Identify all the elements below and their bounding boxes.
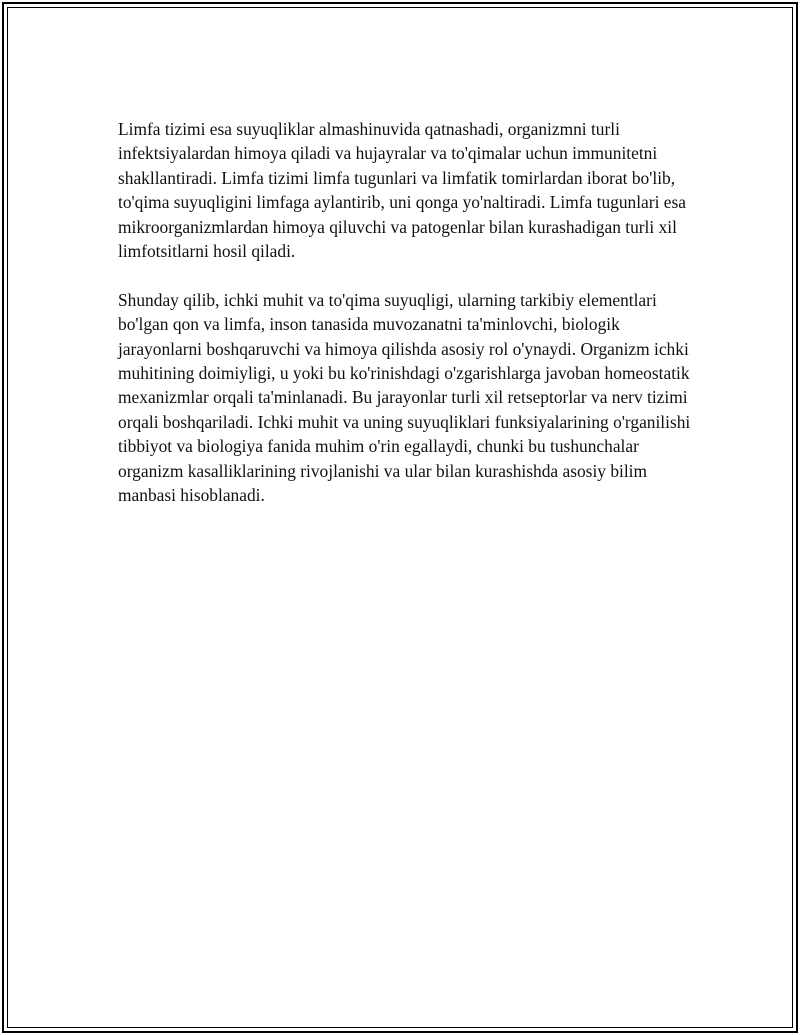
paragraph-lymph-system: Limfa tizimi esa suyuqliklar almashinuvida qatnashadi, organizmni turli infektsiyalardan himoya qiladi va hujayralar va to'qimalar uchun immunitetni shakllantiradi. Limfa tizimi limfa tugunlari va limfatik tomirlardan iborat bo'lib, to'qima suyuqligini limfaga aylantirib, uni qonga yo'naltiradi. Limfa tugunlari esa mikroorganizmlardan himoya qiluvchi va patogenlar bilan kurashadigan turli xil limfotsitlarni hosil qiladi. [118, 119, 686, 262]
document-body [118, 117, 693, 532]
paragraph-conclusion: Shunday qilib, ichki muhit va to'qima suyuqligi, ularning tarkibiy elementlari bo'lgan qon va limfa, inson tanasida muvozanatni ta'minlovchi, biologik jarayonlarni boshqaruvchi va himoya qilishda asosiy rol o'ynaydi. Organizm ichki muhitining doimiyligi, u yoki bu ko'rinishdagi o'zgarishlarga javoban homeostatik mexanizmlar orqali ta'minlanadi. Bu jarayonlar turli xil retseptorlar va nerv tizimi orqali boshqariladi. Ichki muhit va uning suyuqliklari funksiyalarining o'rganilishi tibbiyot va biologiya fanida muhim o'rin egallaydi, chunki bu tushunchalar organizm kasalliklarining rivojlanishi va ular bilan kurashishda asosiy bilim manbasi hisoblanadi. [118, 289, 691, 506]
